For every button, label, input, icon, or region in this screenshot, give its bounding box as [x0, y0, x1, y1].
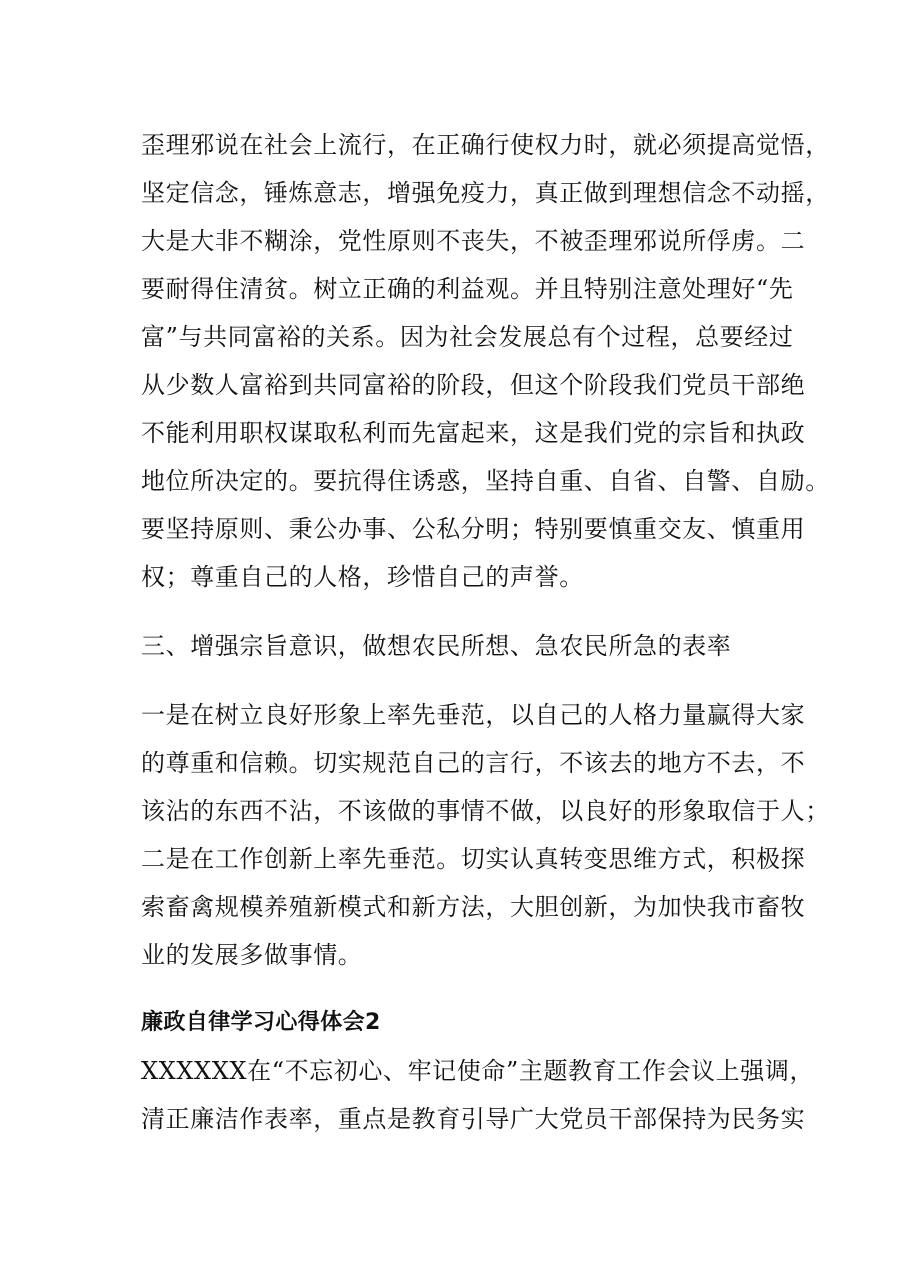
text-line: 要坚持原则、秉公办事、公私分明；特别要慎重交友、慎重用: [141, 515, 806, 543]
text-line: 一是在树立良好形象上率先垂范，以自己的人格力量赢得大家: [141, 701, 806, 729]
text-line: 三、增强宗旨意识，做想农民所想、急农民所急的表率: [141, 632, 732, 660]
text-line: 大是大非不糊涂，党性原则不丧失，不被歪理邪说所俘虏。二: [141, 227, 806, 255]
document-page: [141, 121, 830, 1143]
text-line: 权；尊重自己的人格，珍惜自己的声誉。: [141, 563, 584, 591]
section-heading-3: [141, 622, 781, 670]
text-line: 地位所决定的。要抗得住诱惑，坚持自重、自省、自警、自励。: [141, 467, 830, 495]
text-line: 业的发展多做事情。: [141, 941, 363, 969]
paragraph-spacer: [141, 601, 781, 622]
text-line: XXXXXX在“不忘初心、牢记使命”主题教育工作会议上强调，: [141, 1057, 815, 1085]
text-line: 歪理邪说在社会上流行，在正确行使权力时，就必须提高觉悟，: [141, 131, 830, 159]
text-line: 要耐得住清贫。树立正确的利益观。并且特别注意处理好“先: [141, 275, 794, 303]
paragraph-3: [141, 691, 830, 979]
text-line: 二是在工作创新上率先垂范。切实认真转变思维方式，积极探: [141, 845, 806, 873]
paragraph-spacer: [141, 670, 781, 691]
text-line: 的尊重和信赖。切实规范自己的言行，不该去的地方不去，不: [141, 749, 806, 777]
paragraph-1: [141, 121, 830, 601]
text-line: 索畜禽规模养殖新模式和新方法，大胆创新，为加快我市畜牧: [141, 893, 806, 921]
paragraph-4: [141, 1047, 815, 1143]
text-line: 从少数人富裕到共同富裕的阶段，但这个阶段我们党员干部绝: [141, 371, 806, 399]
text-line: 富”与共同富裕的关系。因为社会发展总有个过程，总要经过: [141, 323, 794, 351]
text-line: 坚定信念，锤炼意志，增强免疫力，真正做到理想信念不动摇，: [141, 179, 830, 207]
text-line: 该沾的东西不沾，不该做的事情不做，以良好的形象取信于人；: [141, 797, 830, 825]
text-line: 不能利用职权谋取私利而先富起来，这是我们党的宗旨和执政: [141, 419, 806, 447]
paragraph-spacer: [141, 979, 781, 999]
text-line: 清正廉洁作表率，重点是教育引导广大党员干部保持为民务实: [141, 1105, 806, 1133]
article-title: [141, 999, 781, 1047]
title-text: 廉政自律学习心得体会2: [141, 1010, 381, 1035]
